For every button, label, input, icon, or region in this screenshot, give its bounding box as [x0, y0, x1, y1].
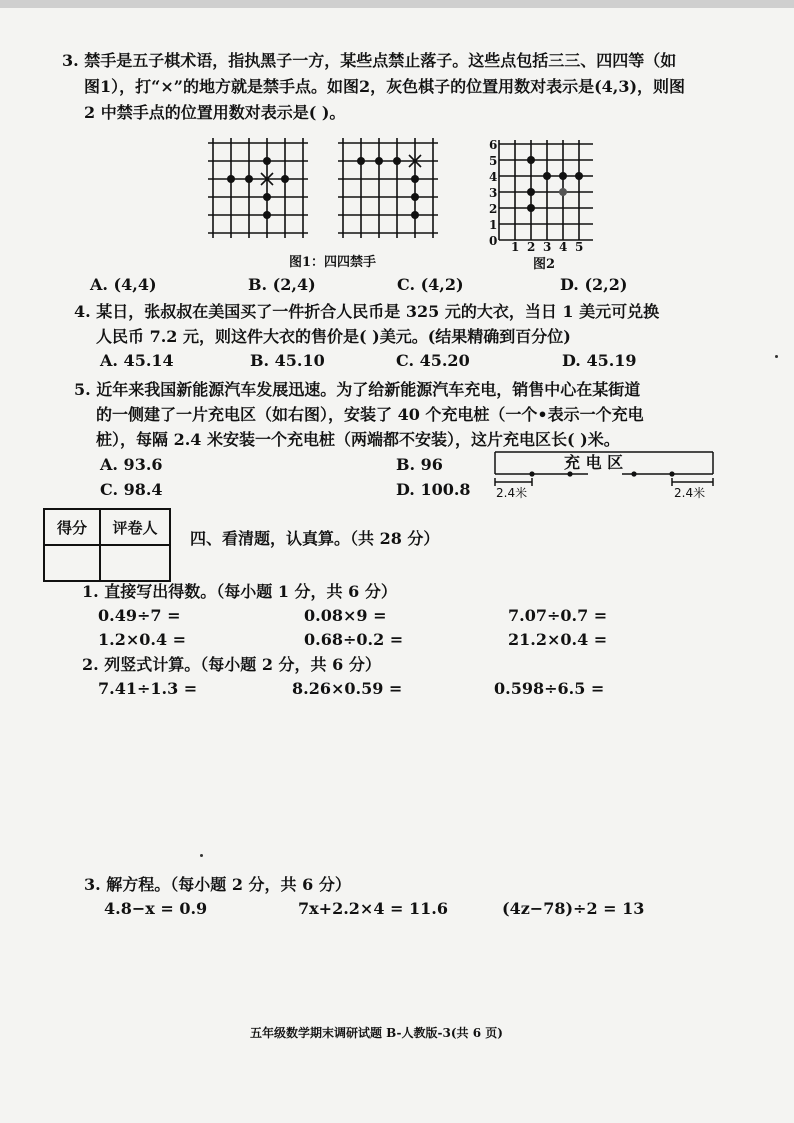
calc-item: 0.68÷0.2 = — [304, 630, 404, 649]
q4-line-2: 人民币 7.2 元，则这件大衣的售价是( )美元。(结果精确到百分位) — [96, 327, 571, 346]
q3-line-1: 3. 禁手是五子棋术语，指执黑子一方，某些点禁止落子。这些点包括三三、四四等（如 — [62, 51, 677, 70]
fig2-y-label-4: 4 — [489, 170, 498, 184]
q3-option-a: A. (4,4) — [90, 275, 157, 294]
fig2-y-label-6: 6 — [489, 138, 498, 152]
calc-item: 7.07÷0.7 = — [508, 606, 608, 625]
q4-line-1: 4. 某日，张叔叔在美国买了一件折合人民币是 325 元的大衣，当日 1 美元可兑换 — [74, 302, 660, 321]
figure-1-board — [203, 133, 313, 243]
fig2-x-label-1: 1 — [511, 240, 520, 252]
right-measure: 2.4米 — [674, 486, 706, 500]
q5-line-1: 5. 近年来我国新能源汽车发展迅速。为了给新能源汽车充电，销售中心在某街道 — [74, 380, 641, 399]
q3-line-3: 2 中禁手点的位置用数对表示是( )。 — [84, 103, 346, 122]
q4-option-d: D. 45.19 — [562, 351, 637, 370]
grader-cell[interactable] — [100, 545, 170, 581]
equation-item: 7x+2.2×4 = 11.6 — [298, 899, 448, 918]
section-4-title: 四、看清题，认真算。（共 28 分） — [190, 529, 440, 548]
part-2-title: 2. 列竖式计算。（每小题 2 分，共 6 分） — [82, 655, 381, 674]
score-header: 得分 — [44, 509, 100, 545]
fig2-y-label-1: 1 — [489, 218, 498, 232]
q3-option-b: B. (2,4) — [248, 275, 316, 294]
fig2-x-label-2: 2 — [527, 240, 536, 252]
part-3-title: 3. 解方程。（每小题 2 分，共 6 分） — [84, 875, 351, 894]
fig2-y-label-0: 0 — [489, 234, 498, 248]
fig2-y-label-2: 2 — [489, 202, 498, 216]
q4-option-b: B. 45.10 — [250, 351, 325, 370]
q5-option-c: C. 98.4 — [100, 480, 163, 499]
grader-header: 评卷人 — [100, 509, 170, 545]
q5-line-3: 桩），每隔 2.4 米安装一个充电桩（两端都不安装），这片充电区长( )米。 — [96, 430, 620, 449]
scan-speck — [200, 854, 203, 857]
calc-item: 21.2×0.4 = — [508, 630, 608, 649]
charging-area-diagram — [492, 448, 716, 500]
fig2-x-label-5: 5 — [575, 240, 584, 252]
scan-speck — [775, 355, 778, 358]
equation-item: 4.8−x = 0.9 — [104, 899, 208, 918]
charging-area-label: 充 电 区 — [564, 453, 624, 472]
vertical-calc-item: 7.41÷1.3 = — [98, 679, 198, 698]
q3-option-c: C. (4,2) — [397, 275, 464, 294]
q5-line-2: 的一侧建了一片充电区（如右图），安装了 40 个充电桩（一个•表示一个充电 — [96, 405, 644, 424]
figure-1-board-b — [333, 133, 443, 243]
q5-option-a: A. 93.6 — [100, 455, 163, 474]
calc-item: 1.2×0.4 = — [98, 630, 187, 649]
left-measure: 2.4米 — [496, 486, 528, 500]
q4-option-a: A. 45.14 — [100, 351, 174, 370]
q4-option-c: C. 45.20 — [396, 351, 470, 370]
calc-item: 0.08×9 = — [304, 606, 387, 625]
q5-option-d: D. 100.8 — [396, 480, 471, 499]
part-1-title: 1. 直接写出得数。（每小题 1 分，共 6 分） — [82, 582, 397, 601]
figure-1-caption: 图1：四四禁手 — [289, 255, 377, 270]
fig2-y-label-3: 3 — [489, 186, 498, 200]
figure-2-caption: 图2 — [533, 257, 556, 272]
score-cell[interactable] — [44, 545, 100, 581]
vertical-calc-item: 8.26×0.59 = — [292, 679, 403, 698]
q3-option-d: D. (2,2) — [560, 275, 628, 294]
figure-2-grid — [485, 134, 600, 252]
q3-line-2: 图1），打“×”的地方就是禁手点。如图2，灰色棋子的位置用数对表示是(4,3)，则图 — [84, 77, 686, 96]
score-table — [43, 508, 171, 582]
calc-item: 0.49÷7 = — [98, 606, 181, 625]
equation-item: (4z−78)÷2 = 13 — [502, 899, 645, 918]
scan-top-edge — [0, 0, 794, 8]
fig2-x-label-4: 4 — [559, 240, 568, 252]
q5-option-b: B. 96 — [396, 455, 443, 474]
fig2-y-label-5: 5 — [489, 154, 498, 168]
page-footer: 五年级数学期末调研试题 B-人教版-3(共 6 页) — [250, 1026, 503, 1040]
vertical-calc-item: 0.598÷6.5 = — [494, 679, 605, 698]
fig2-x-label-3: 3 — [543, 240, 552, 252]
